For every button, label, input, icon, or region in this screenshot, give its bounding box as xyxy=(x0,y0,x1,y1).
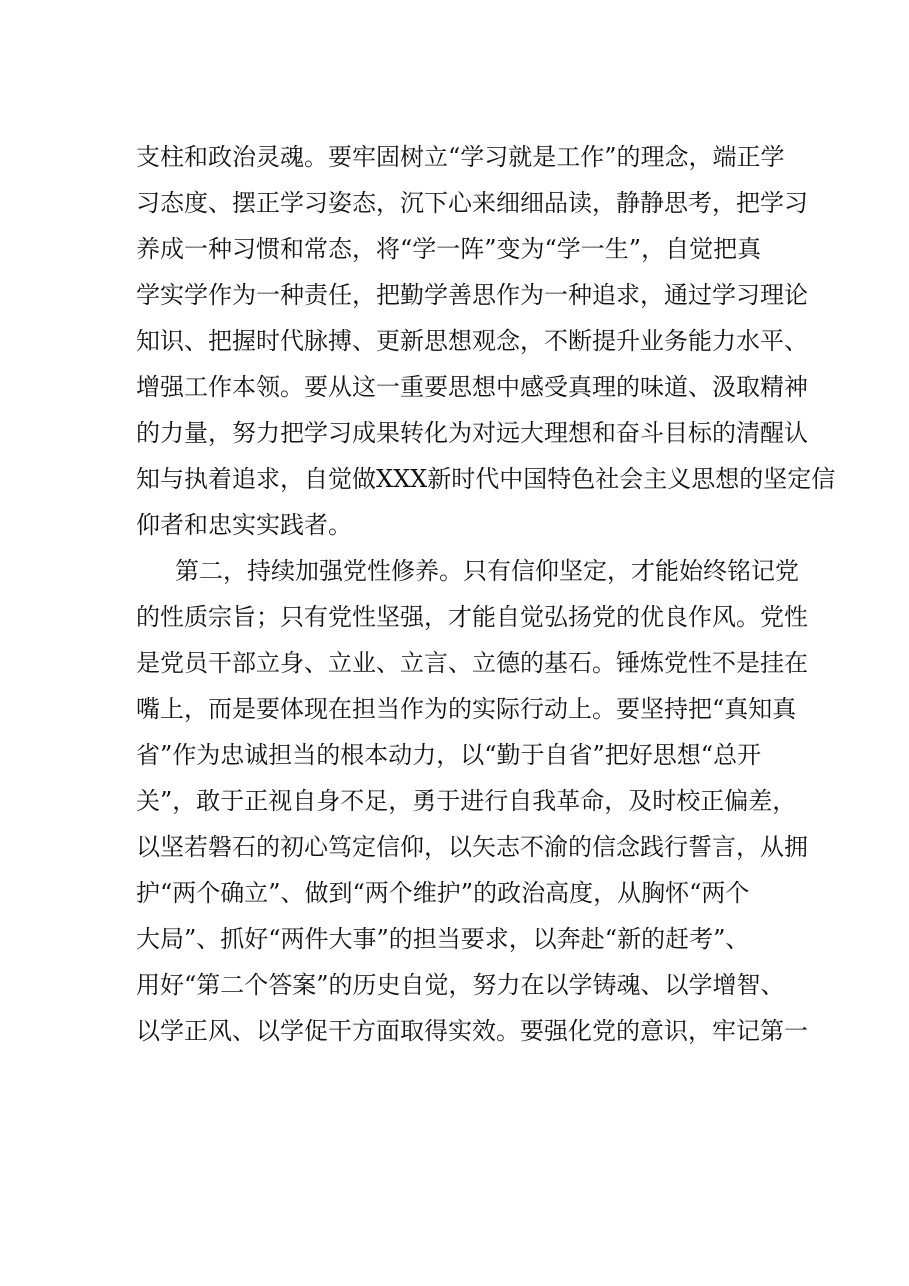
text-line: 支柱和政治灵魂。要牢固树立“学习就是工作”的理念，端正学 xyxy=(136,143,785,171)
text-line: 学实学作为一种责任，把勤学善思作为一种追求，通过学习理论 xyxy=(136,281,808,309)
text-line: 的力量，努力把学习成果转化为对远大理想和奋斗目标的清醒认 xyxy=(136,419,808,447)
paragraph-start-line: 第二，持续加强党性修养。只有信仰坚定，才能始终铭记党 xyxy=(175,557,799,585)
text-line: 省”作为忠诚担当的根本动力，以“勤于自省”把好思想“总开 xyxy=(136,741,762,769)
text-line: 以坚若磐石的初心笃定信仰，以矢志不渝的信念践行誓言，从拥 xyxy=(136,833,808,861)
text-line: 知识、把握时代脉搏、更新思想观念，不断提升业务能力水平、 xyxy=(136,327,808,355)
text-line: 是党员干部立身、立业、立言、立德的基石。锤炼党性不是挂在 xyxy=(136,649,808,677)
text-line: 仰者和忠实实践者。 xyxy=(136,511,352,539)
text-line: 知与执着追求，自觉做XXX新时代中国特色社会主义思想的坚定信 xyxy=(136,465,836,493)
text-line: 用好“第二个答案”的历史自觉，努力在以学铸魂、以学增智、 xyxy=(136,971,785,999)
text-line: 增强工作本领。要从这一重要思想中感受真理的味道、汲取精神 xyxy=(136,373,808,401)
text-line: 习态度、摆正学习姿态，沉下心来细细品读，静静思考，把学习 xyxy=(136,189,808,217)
text-line: 以学正风、以学促干方面取得实效。要强化党的意识，牢记第一 xyxy=(136,1017,808,1045)
text-line: 的性质宗旨；只有党性坚强，才能自觉弘扬党的优良作风。党性 xyxy=(136,603,808,631)
text-line: 关”，敢于正视自身不足，勇于进行自我革命，及时校正偏差， xyxy=(136,787,797,815)
text-line: 嘴上，而是要体现在担当作为的实际行动上。要坚持把“真知真 xyxy=(136,695,797,723)
text-line: 养成一种习惯和常态，将“学一阵”变为“学一生”，自觉把真 xyxy=(136,235,762,263)
text-line: 大局”、抓好“两件大事”的担当要求，以奔赴“新的赶考”、 xyxy=(136,925,750,953)
text-line: 护“两个确立”、做到“两个维护”的政治高度，从胸怀“两个 xyxy=(136,879,750,907)
